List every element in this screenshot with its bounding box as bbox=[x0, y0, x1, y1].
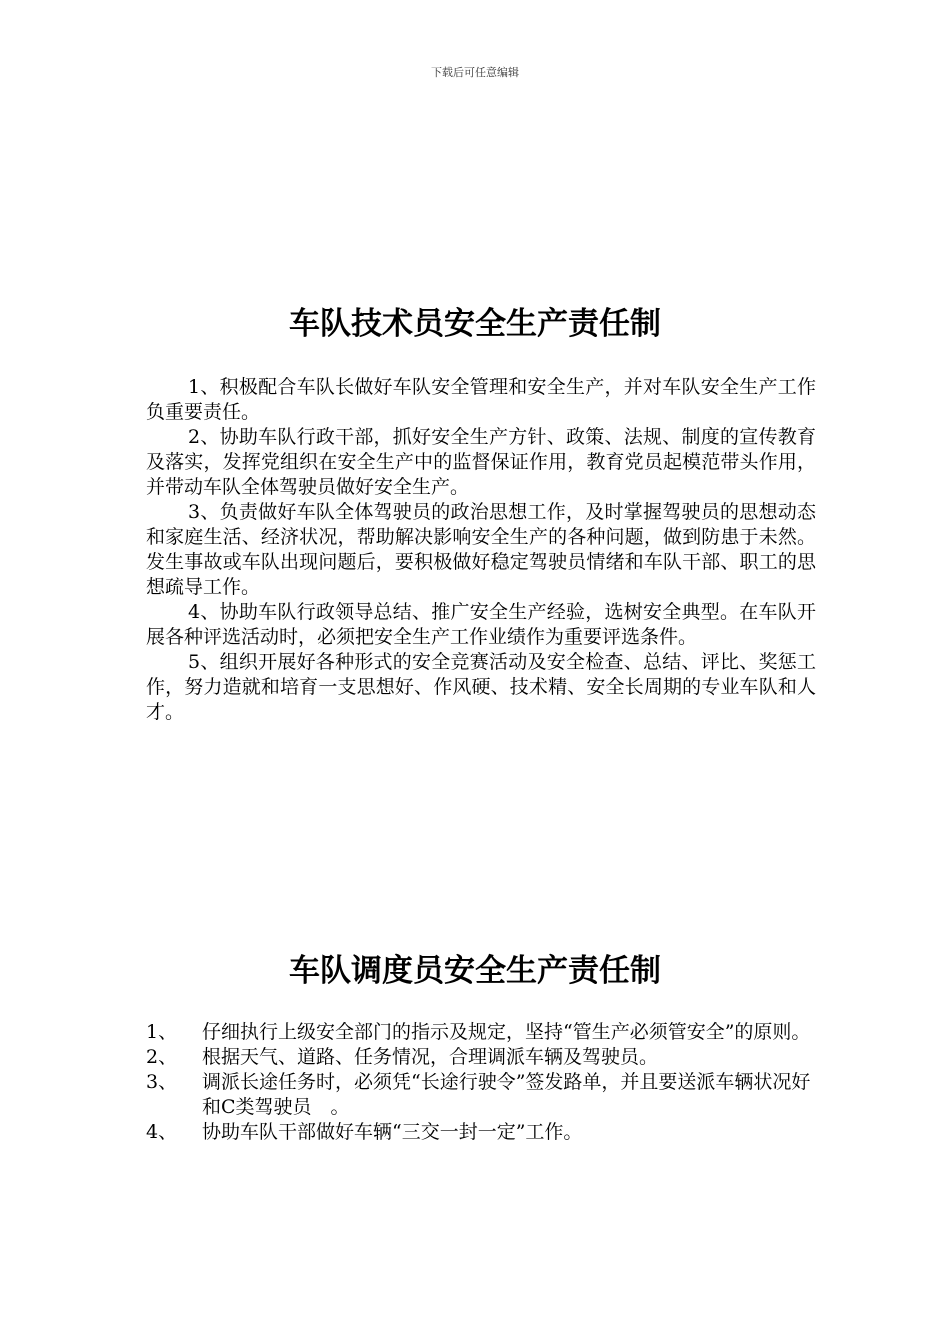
list-item bbox=[146, 1120, 816, 1145]
list-item-number: 4、 bbox=[146, 1121, 178, 1143]
list-item bbox=[146, 1020, 816, 1045]
section-2-title: 车队调度员安全生产责任制 bbox=[289, 953, 661, 989]
list-item-text: 仔细执行上级安全部门的指示及规定，坚持“管生产必须管安全”的原则。 bbox=[202, 1021, 811, 1043]
list-item bbox=[146, 1070, 816, 1120]
section-1-title: 车队技术员安全生产责任制 bbox=[289, 306, 661, 342]
list-item-number: 1、 bbox=[146, 1021, 178, 1043]
list-item-text: 协助车队干部做好车辆“三交一封一定”工作。 bbox=[202, 1121, 583, 1143]
list-item-number: 3、 bbox=[146, 1071, 178, 1093]
paragraph: 2、协助车队行政干部，抓好安全生产方针、政策、法规、制度的宣传教育及落实，发挥党组织在安全生产中的监督保证作用，教育党员起模范带头作用，并带动车队全体驾驶员做好安全生产。 bbox=[146, 426, 816, 498]
paragraph: 5、组织开展好各种形式的安全竞赛活动及安全检查、总结、评比、奖惩工作，努力造就和培育一支思想好、作风硬、技术精、安全长周期的专业车队和人才。 bbox=[146, 651, 816, 723]
list-item-text: 调派长途任务时，必须凭“长途行驶令”签发路单，并且要送派车辆状况好和C类驾驶员 。 bbox=[202, 1071, 811, 1118]
paragraph: 4、协助车队行政领导总结、推广安全生产经验，选树安全典型。在车队开展各种评选活动时，必须把安全生产工作业绩作为重要评选条件。 bbox=[146, 601, 816, 648]
paragraph: 1、积极配合车队长做好车队安全管理和安全生产，并对车队安全生产工作负重要责任。 bbox=[146, 376, 816, 423]
section-1-body bbox=[146, 375, 816, 725]
header-note: 下载后可任意编辑 bbox=[431, 66, 519, 79]
list-item bbox=[146, 1045, 816, 1070]
list-item-number: 2、 bbox=[146, 1046, 178, 1068]
list-item-text: 根据天气、道路、任务情况，合理调派车辆及驾驶员。 bbox=[202, 1046, 659, 1068]
section-2-list bbox=[146, 1020, 816, 1145]
paragraph: 3、负责做好车队全体驾驶员的政治思想工作，及时掌握驾驶员的思想动态和家庭生活、经济状况，帮助解决影响安全生产的各种问题，做到防患于未然。发生事故或车队出现问题后，要积极做好稳定驾驶员情绪和车队干部、职工的思想疏导工作。 bbox=[146, 501, 816, 598]
